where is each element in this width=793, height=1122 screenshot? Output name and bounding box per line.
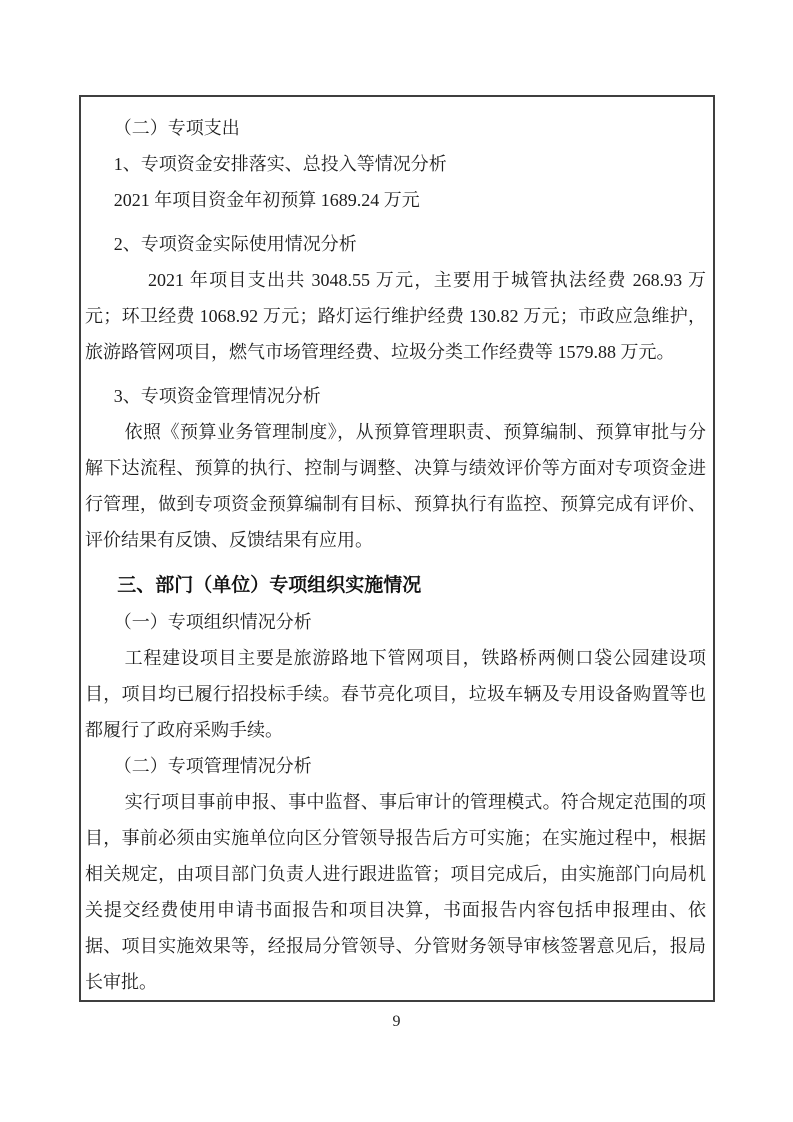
subheading-2-management-analysis: （二）专项管理情况分析 [113,756,312,776]
para-management-detail: 实行项目事前申报、事中监督、事后审计的管理模式。符合规定范围的项目，事前必须由实施单位向区分管领导报告后方可实施；在实施过程中，根据相关规定，由项目部门负责人进行跟进监管；项目完成后，由实施部门向局机关提交经费使用申请书面报告和项目决算，书面报告内容包括申报理由、依据、项目实施效果等，经报局分管领导、分管财务领导审核签署意见后，报局长审批。 [85,792,706,992]
page-number: 9 [392,1013,401,1030]
para-actual-expenditure-detail: 2021 年项目支出共 3048.55 万元，主要用于城管执法经费 268.93 万元；环卫经费 1068.92 万元；路灯运行维护经费 130.82 万元；市政应急维护，旅游路管网项目，燃气市场管理经费、垃圾分类工作经费等 1579.88 万元。 [85,270,706,362]
line-initial-budget-2021: 2021 年项目资金年初预算 1689.24 万元 [113,190,420,210]
para-organization-detail: 工程建设项目主要是旅游路地下管网项目，铁路桥两侧口袋公园建设项目，项目均已履行招投标手续。春节亮化项目，垃圾车辆及专用设备购置等也都履行了政府采购手续。 [85,648,706,740]
document-frame [79,95,715,1002]
section-heading-3-implementation: 三、部门（单位）专项组织实施情况 [117,575,422,596]
item-2-actual-use-heading: 2、专项资金实际使用情况分析 [113,234,357,254]
subheading-1-organization-analysis: （一）专项组织情况分析 [113,612,312,632]
item-3-fund-management-heading: 3、专项资金管理情况分析 [113,386,321,406]
subheading-special-expenditure: （二）专项支出 [113,118,240,138]
para-fund-management-detail: 依照《预算业务管理制度》，从预算管理职责、预算编制、预算审批与分解下达流程、预算的执行、控制与调整、决算与绩效评价等方面对专项资金进行管理，做到专项资金预算编制有目标、预算执行有监控、预算完成有评价、评价结果有反馈、反馈结果有应用。 [85,422,706,550]
item-1-fund-arrangement-heading: 1、专项资金安排落实、总投入等情况分析 [113,154,447,174]
